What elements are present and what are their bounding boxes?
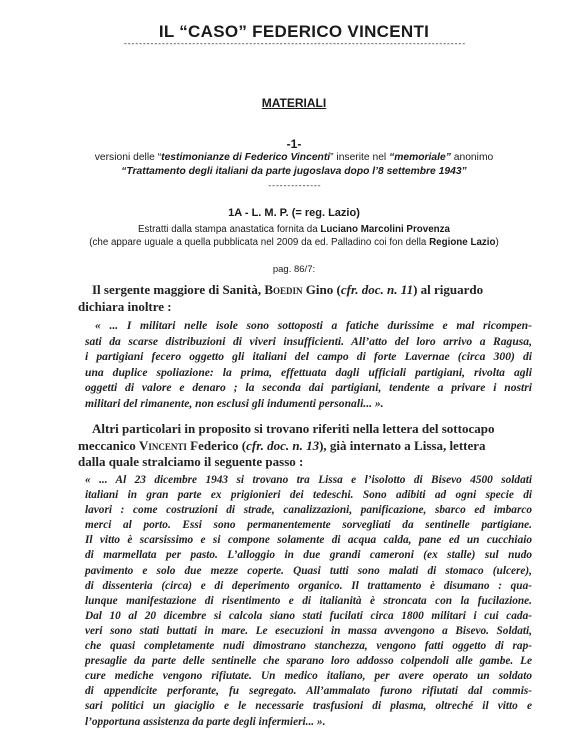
quote2-line: di appendicite perforante, fu segregato. All’ammalato furono rifiutati dal commis- [85, 685, 532, 698]
quote1-line: « ... I militari nelle isole sono sottoposti a fatiche durissime e mal ricompen- [95, 319, 532, 332]
title-rule: ------------------------------------------------------------------------------------------ [122, 40, 466, 49]
quote2-line: presaglie da parte delle sentinelle che sparano loro addosso colpendoli alle gambe. Le [85, 655, 532, 668]
source-description [0, 223, 588, 249]
para2-text-1: meccanico [78, 437, 140, 453]
quote2-line: lavori : come costruzioni di strade, canalizzazioni, panificazione, sbarco ed imbarco [85, 504, 532, 517]
para2-text-3: ), già internato a Lissa, lettera [319, 437, 486, 453]
quote1-line: una duplice spoliazione: la prima, effettuata dagli ufficiali partigiani, rivolta agli [85, 365, 532, 379]
versions-pre: versioni delle “ [94, 152, 162, 163]
paragraph-vincenti-line-2 [78, 438, 533, 455]
quote2-line: Dal 10 al 20 dicembre si calcola siano stati fucilati circa 1800 militari i cui cada- [85, 609, 532, 622]
quote1-line: i partigiani fecero oggetto gli italiani del campo di forte Lavernae (circa 300) di [85, 350, 532, 363]
para1-text-3: ) al riguardo [413, 282, 484, 297]
quote1-line: sati da scarse distribuzioni di viveri insufficienti. All’atto del loro arrivo a Ragusa, [85, 334, 532, 348]
para2-text-2: Federico ( [186, 437, 247, 453]
para1-text-1: Il sergente maggiore di Sanità, [92, 282, 265, 297]
small-rule: -------------- [267, 182, 321, 191]
paragraph-vincenti [78, 421, 533, 471]
quote2-line: pavimento e solo due mezze coperte. Quasi tutti sono malati di stomaco (ulcere), [85, 564, 532, 577]
source-heading: 1A - L. M. P. (= reg. Lazio) [228, 207, 360, 219]
versions-line-2: “Trattamento degli italiani da parte jugoslava dopo l’8 settembre 1943” [121, 166, 467, 177]
quote2-line: Il vitto è scarsissimo e si compone solamente di acqua calda, pane ed un cucchiaio [85, 534, 532, 547]
quote1-line: militari del rimanente, non esclusi gli indumenti personali... ». [85, 396, 384, 410]
quote2-line: veri sono stati buttati in mare. Le esecuzioni in massa avvengono a Bisevo. Soldati, [85, 624, 532, 637]
source-line-2-region: Regione Lazio [429, 237, 496, 248]
quote2-line: di dissenteria (circa) e di deperimento organico. Il trattamento è disumano : qua- [85, 579, 532, 592]
versions-mid: ” inserite nel [330, 152, 390, 163]
source-line-1-text: Estratti dalla stampa anastatica fornita da [137, 224, 321, 235]
versions-line-1 [0, 151, 588, 165]
quote2-line: « ... Al 23 dicembre 1943 si trovano tra Lissa e l’isolotto di Bisevo 4500 soldati [85, 474, 532, 486]
quote1-line: oggetti di valore e denaro ; la seconda dai partigiani, tendente a privare i nostri [85, 381, 532, 394]
quote2-line: merci al porto. Essi sono permanentemente sorvegliati da sentinelle partigiane. [85, 519, 532, 532]
quote2-line: che quasi completamente nudi dimostrano stanchezza, vengono fatti oggetto di rap- [85, 640, 532, 653]
versions-caption [0, 151, 588, 179]
paragraph-vincenti-line-3: dalla quale stralciamo il seguente passo : [78, 454, 304, 469]
section-number: -1- [286, 137, 302, 151]
paragraph-boedin-line-1 [78, 282, 533, 299]
paragraph-boedin [78, 282, 533, 315]
source-line-2 [0, 236, 588, 249]
quote2-line: sari politici un giaciglio e le necessarie trasfusioni di plasma, oltreché il vitto e [85, 700, 532, 713]
para1-surname: Boedin [264, 282, 303, 297]
section-heading: MATERIALI [261, 96, 327, 110]
quote2-line: cure mediche vengono rifiutate. Un medico italiano, per avere operato un soldato [85, 670, 532, 683]
paragraph-boedin-line-2: dichiara inoltre : [78, 298, 172, 314]
quote-vincenti [85, 473, 532, 730]
versions-testimonianze: testimonianze di Federico Vincenti [161, 152, 331, 163]
source-line-2-close: ) [495, 237, 499, 248]
para1-doc-ref: cfr. doc. n. 11 [340, 282, 414, 297]
source-line-1 [0, 223, 588, 236]
quote2-line: italiani in gran parte ex prigionieri dei tedeschi. Sono adibiti ad ogni specie di [85, 489, 532, 502]
quote2-line: l’opportuna assistenza da parte degli infermieri... ». [85, 715, 326, 728]
para2-surname: Vincenti [139, 437, 187, 453]
versions-post: anonimo [450, 152, 494, 163]
quote2-line: di marmellata per pasto. L’alloggio in due grandi cameroni (ex stalle) sul nudo [85, 549, 532, 562]
paragraph-vincenti-line-1: Altri particolari in proposito si trovano riferiti nella lettera del sottocapo [92, 421, 495, 436]
page-reference: pag. 86/7: [272, 264, 316, 275]
versions-memoriale: “memoriale” [389, 152, 451, 163]
source-line-1-name: Luciano Marcolini Provenza [320, 224, 450, 235]
para2-doc-ref: cfr. doc. n. 13 [246, 437, 320, 453]
quote-boedin [85, 318, 532, 411]
quote2-line: lunque manifestazione di risentimento e di italianità è stroncata con la fucilazione. [85, 594, 532, 607]
document-title: IL “CASO” FEDERICO VINCENTI [158, 22, 430, 41]
para1-text-2: Gino ( [302, 282, 341, 297]
source-line-2-text: (che appare uguale a quella pubblicata nel 2009 da ed. Palladino coi fon della [89, 237, 430, 248]
